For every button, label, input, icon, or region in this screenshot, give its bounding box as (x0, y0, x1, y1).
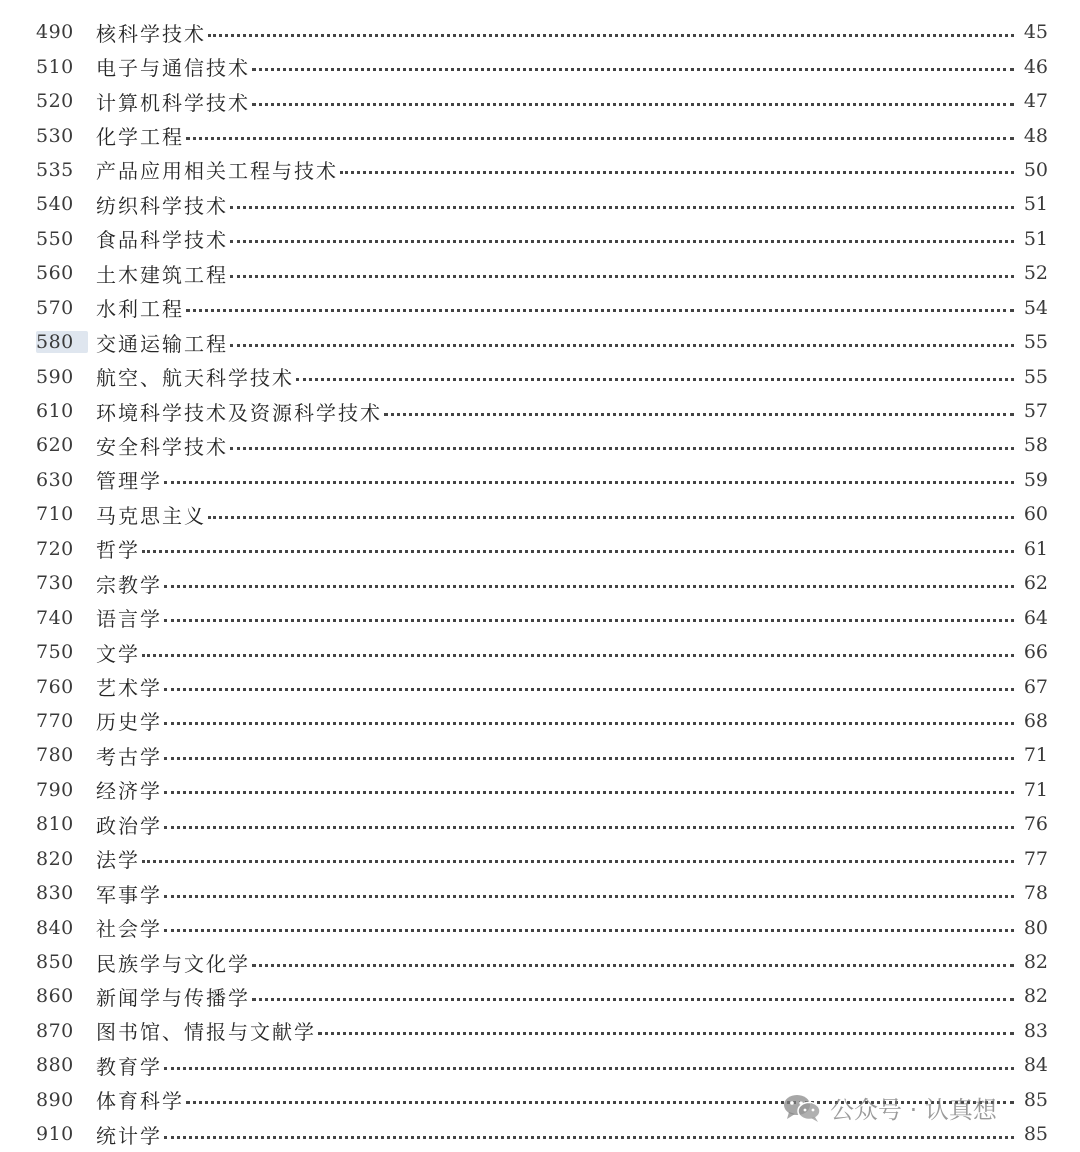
toc-code: 780 (36, 744, 74, 767)
toc-title: 文学 (96, 641, 140, 666)
toc-title: 安全科学技术 (96, 434, 228, 459)
toc-row (0, 807, 1080, 841)
toc-entry (96, 121, 1048, 150)
toc-row (0, 394, 1080, 428)
toc-code: 790 (36, 778, 74, 801)
dot-leader (296, 358, 1014, 381)
toc-page-number: 85 (1023, 1123, 1048, 1146)
toc-code: 490 (36, 21, 74, 44)
toc-code: 540 (36, 193, 74, 216)
toc-code: 610 (36, 400, 74, 423)
toc-title: 食品科学技术 (96, 228, 228, 253)
toc-entry (96, 259, 1048, 288)
toc-row (0, 222, 1080, 256)
toc-code: 620 (36, 434, 74, 457)
toc-row (0, 153, 1080, 187)
dot-leader (230, 220, 1014, 243)
toc-entry (96, 52, 1048, 81)
toc-code: 830 (36, 882, 74, 905)
dot-leader (164, 668, 1014, 691)
toc-row (0, 1014, 1080, 1048)
toc-row (0, 704, 1080, 738)
toc-code: 630 (36, 468, 74, 491)
toc-page-number: 80 (1023, 916, 1048, 939)
toc-code: 560 (36, 262, 74, 285)
toc-entry (96, 465, 1048, 494)
toc-row (0, 428, 1080, 462)
toc-title: 宗教学 (96, 572, 162, 597)
toc-row (0, 738, 1080, 772)
toc-title: 环境科学技术及资源科学技术 (96, 400, 382, 425)
toc-page-number: 85 (1023, 1088, 1048, 1111)
toc-row (0, 635, 1080, 669)
toc-page-number: 82 (1023, 985, 1048, 1008)
toc-code: 720 (36, 537, 74, 560)
toc-title: 图书馆、情报与文献学 (96, 1020, 316, 1045)
dot-leader (230, 324, 1014, 347)
toc-page-number: 68 (1023, 709, 1048, 732)
toc-entry (96, 948, 1048, 977)
dot-leader (186, 117, 1014, 140)
toc-title: 新闻学与传播学 (96, 985, 250, 1010)
toc-title: 统计学 (96, 1123, 162, 1148)
toc-row (0, 359, 1080, 393)
toc-page-number: 64 (1023, 606, 1048, 629)
toc-entry (96, 569, 1048, 598)
toc-title: 航空、航天科学技术 (96, 366, 294, 391)
toc-title: 艺术学 (96, 676, 162, 701)
toc-page-number: 66 (1023, 641, 1048, 664)
toc-code: 770 (36, 709, 74, 732)
toc-code: 730 (36, 572, 74, 595)
toc-row (0, 773, 1080, 807)
toc-title: 军事学 (96, 882, 162, 907)
toc-page-number: 78 (1023, 882, 1048, 905)
toc-page-number: 51 (1023, 193, 1048, 216)
toc-entry (96, 741, 1048, 770)
toc-page-number: 55 (1023, 365, 1048, 388)
dot-leader (230, 186, 1014, 209)
toc-page-number: 58 (1023, 434, 1048, 457)
dot-leader (252, 48, 1014, 71)
dot-leader (164, 1047, 1014, 1070)
toc-title: 社会学 (96, 917, 162, 942)
toc-code: 710 (36, 503, 74, 526)
dot-leader (142, 530, 1014, 553)
toc-entry (96, 500, 1048, 529)
toc-entry (96, 328, 1048, 357)
toc-page-number: 47 (1023, 90, 1048, 113)
toc-page-number: 57 (1023, 400, 1048, 423)
wechat-icon (782, 1093, 822, 1123)
toc-page-number: 46 (1023, 55, 1048, 78)
dot-leader (164, 461, 1014, 484)
toc-entry (96, 18, 1048, 47)
dot-leader (208, 496, 1014, 519)
toc-page-number: 60 (1023, 503, 1048, 526)
toc-code: 890 (36, 1088, 74, 1111)
toc-page-number: 52 (1023, 262, 1048, 285)
toc-title: 交通运输工程 (96, 331, 228, 356)
dot-leader (252, 83, 1014, 106)
toc-title: 哲学 (96, 538, 140, 563)
toc-row (0, 1048, 1080, 1082)
toc-page-number: 77 (1023, 847, 1048, 870)
toc-entry (96, 155, 1048, 184)
toc-entry (96, 603, 1048, 632)
toc-code: 850 (36, 951, 74, 974)
toc-entry (96, 1016, 1048, 1045)
toc-page-number: 50 (1023, 158, 1048, 181)
toc-entry (96, 638, 1048, 667)
toc-entry (96, 1051, 1048, 1080)
toc-row (0, 291, 1080, 325)
toc-code: 910 (36, 1123, 74, 1146)
toc-title: 纺织科学技术 (96, 193, 228, 218)
toc-title: 马克思主义 (96, 503, 206, 528)
toc-title: 考古学 (96, 744, 162, 769)
dot-leader (208, 14, 1014, 37)
toc-code: 880 (36, 1054, 74, 1077)
toc-title: 政治学 (96, 813, 162, 838)
toc-code: 535 (36, 158, 74, 181)
dot-leader (186, 289, 1014, 312)
toc-row (0, 325, 1080, 359)
toc-entry (96, 672, 1048, 701)
dot-leader (164, 565, 1014, 588)
toc-page-number: 55 (1023, 331, 1048, 354)
toc-page-number: 54 (1023, 296, 1048, 319)
toc-title: 教育学 (96, 1054, 162, 1079)
toc-page-number: 84 (1023, 1054, 1048, 1077)
toc-entry (96, 879, 1048, 908)
toc-code: 740 (36, 606, 74, 629)
toc-page-number: 67 (1023, 675, 1048, 698)
dot-leader (142, 840, 1014, 863)
toc-code: 750 (36, 641, 74, 664)
toc-row (0, 600, 1080, 634)
toc-title: 管理学 (96, 469, 162, 494)
toc-page-number: 76 (1023, 813, 1048, 836)
dot-leader (252, 978, 1014, 1001)
toc-title: 核科学技术 (96, 21, 206, 46)
toc-title: 体育科学 (96, 1089, 184, 1114)
toc-row (0, 566, 1080, 600)
toc-row (0, 49, 1080, 83)
toc-title: 法学 (96, 848, 140, 873)
toc-code: 510 (36, 55, 74, 78)
toc-entry (96, 775, 1048, 804)
toc-row (0, 463, 1080, 497)
dot-leader (142, 634, 1014, 657)
toc-title: 土木建筑工程 (96, 262, 228, 287)
toc-row (0, 945, 1080, 979)
toc-title: 电子与通信技术 (96, 56, 250, 81)
dot-leader (164, 771, 1014, 794)
toc-page-number: 82 (1023, 951, 1048, 974)
table-of-contents (0, 15, 1080, 1151)
toc-title: 计算机科学技术 (96, 90, 250, 115)
toc-entry (96, 87, 1048, 116)
toc-title: 水利工程 (96, 297, 184, 322)
toc-page-number: 62 (1023, 572, 1048, 595)
toc-title: 化学工程 (96, 125, 184, 150)
dot-leader (384, 393, 1014, 416)
toc-row (0, 910, 1080, 944)
toc-row (0, 669, 1080, 703)
toc-entry (96, 982, 1048, 1011)
toc-entry (96, 706, 1048, 735)
dot-leader (164, 806, 1014, 829)
dot-leader (318, 1012, 1014, 1035)
toc-page-number: 59 (1023, 468, 1048, 491)
dot-leader (164, 875, 1014, 898)
toc-row (0, 842, 1080, 876)
toc-row (0, 118, 1080, 152)
toc-entry (96, 534, 1048, 563)
toc-code: 550 (36, 227, 74, 250)
dot-leader (230, 427, 1014, 450)
toc-page-number: 48 (1023, 124, 1048, 147)
toc-code: 530 (36, 124, 74, 147)
dot-leader (252, 944, 1014, 967)
dot-leader (164, 909, 1014, 932)
toc-code: 760 (36, 675, 74, 698)
toc-page-number: 61 (1023, 537, 1048, 560)
toc-title: 产品应用相关工程与技术 (96, 159, 338, 184)
toc-code: 810 (36, 813, 74, 836)
toc-page-number: 83 (1023, 1019, 1048, 1042)
toc-entry (96, 913, 1048, 942)
toc-row (0, 532, 1080, 566)
toc-row (0, 187, 1080, 221)
toc-page-number: 51 (1023, 227, 1048, 250)
watermark-text: 公众号 · 认真想 (830, 1096, 997, 1124)
toc-entry (96, 293, 1048, 322)
toc-row (0, 497, 1080, 531)
toc-code: 590 (36, 365, 74, 388)
dot-leader (340, 151, 1014, 174)
toc-code: 860 (36, 985, 74, 1008)
toc-entry (96, 844, 1048, 873)
toc-page-number: 45 (1023, 21, 1048, 44)
toc-row (0, 84, 1080, 118)
toc-row (0, 876, 1080, 910)
toc-title: 语言学 (96, 607, 162, 632)
toc-title: 民族学与文化学 (96, 951, 250, 976)
toc-code: 580 (36, 331, 88, 353)
toc-entry (96, 810, 1048, 839)
watermark (782, 1090, 997, 1125)
toc-page-number: 71 (1023, 778, 1048, 801)
toc-entry (96, 190, 1048, 219)
toc-title: 经济学 (96, 779, 162, 804)
dot-leader (164, 702, 1014, 725)
toc-entry (96, 224, 1048, 253)
toc-entry (96, 431, 1048, 460)
toc-code: 820 (36, 847, 74, 870)
toc-entry (96, 397, 1048, 426)
toc-row (0, 979, 1080, 1013)
toc-code: 570 (36, 296, 74, 319)
toc-title: 历史学 (96, 710, 162, 735)
toc-entry (96, 362, 1048, 391)
toc-page-number: 71 (1023, 744, 1048, 767)
dot-leader (230, 255, 1014, 278)
toc-code: 520 (36, 90, 74, 113)
toc-row (0, 256, 1080, 290)
dot-leader (164, 737, 1014, 760)
dot-leader (164, 599, 1014, 622)
toc-row (0, 15, 1080, 49)
toc-code: 840 (36, 916, 74, 939)
toc-code: 870 (36, 1019, 74, 1042)
